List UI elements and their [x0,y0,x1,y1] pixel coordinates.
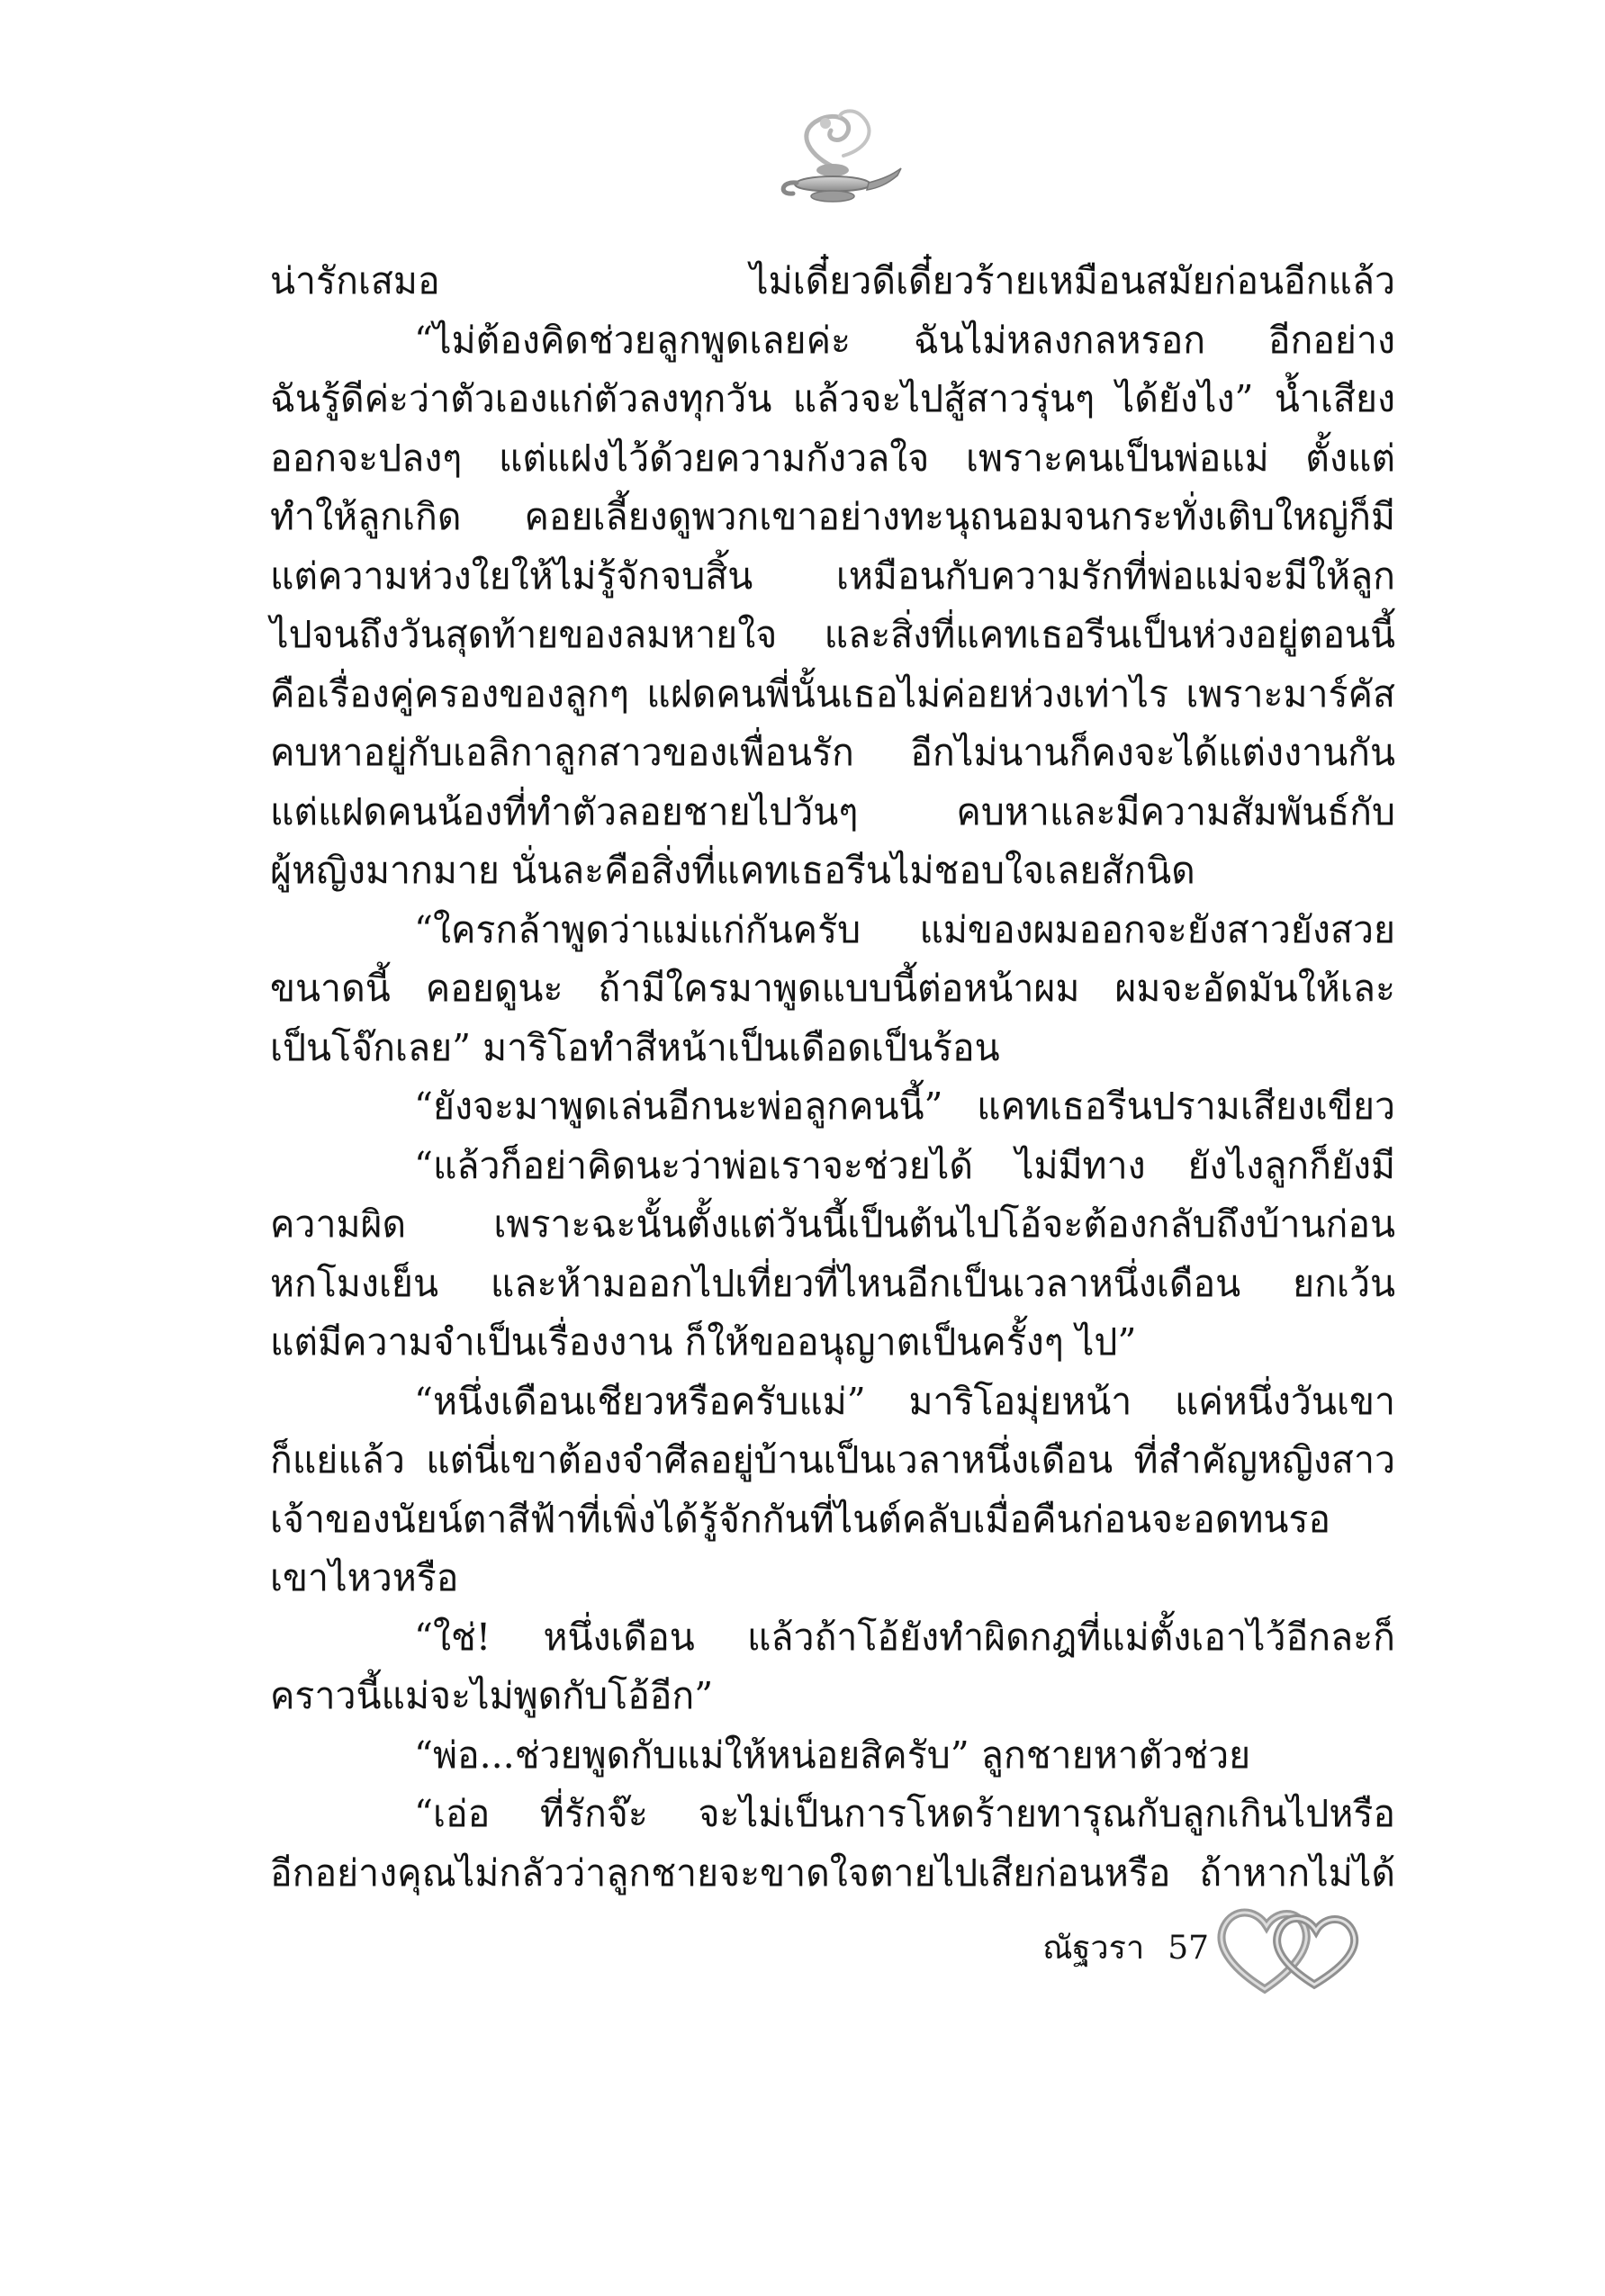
text-line: “แล้วก็อย่าคิดนะว่าพ่อเราจะช่วยได้ ไม่มีทาง ยังไงลูกก็ยังมี [414,1143,1395,1187]
text-line: “ไม่ต้องคิดช่วยลูกพูดเลยค่ะ ฉันไม่หลงกลหรอก อีกอย่าง [414,318,1395,362]
text-line: เขาไหวหรือ [270,1556,459,1599]
text-line: “หนึ่งเดือนเชียวหรือครับแม่” มาริโอมุ่ยหน้า แค่หนึ่งวันเขา [414,1379,1395,1423]
text-line: ฉันรู้ดีค่ะว่าตัวเองแก่ตัวลงทุกวัน แล้วจะไปสู้สาวรุ่นๆ ได้ยังไง” น้ำเสียง [270,377,1395,420]
text-line: คือเรื่องคู่ครองของลูกๆ แฝดคนพี่นั้นเธอไม่ค่อยห่วงเท่าไร เพราะมาร์คัส [270,671,1395,716]
text-line: “ยังจะมาพูดเล่นอีกนะพ่อลูกคนนี้” แคทเธอรีนปรามเสียงเขียว [414,1085,1395,1128]
text-line: ไปจนถึงวันสุดท้ายของลมหายใจ และสิ่งที่แคทเธอรีนเป็นห่วงอยู่ตอนนี้ [270,613,1395,656]
text-line: ทำให้ลูกเกิด คอยเลี้ยงดูพวกเขาอย่างทะนุถนอมจนกระทั่งเติบใหญ่ก็มี [270,495,1395,538]
genie-lamp-icon [770,104,905,207]
text-line: ขนาดนี้ คอยดูนะ ถ้ามีใครมาพูดแบบนี้ต่อหน้าผม ผมจะอัดมันให้เละ [270,967,1395,1010]
text-line: ออกจะปลงๆ แต่แฝงไว้ด้วยความกังวลใจ เพราะคนเป็นพ่อแม่ ตั้งแต่ [270,436,1395,480]
page-number: 57 [1168,1930,1209,1967]
body-text [270,252,1395,1903]
text-line: ผู้หญิงมากมาย นั่นละคือสิ่งที่แคทเธอรีนไม่ชอบใจเลยสักนิด [270,849,1195,892]
text-line: “ใครกล้าพูดว่าแม่แก่กันครับ แม่ของผมออกจะยังสาวยังสวย [414,907,1395,951]
author-name: ณัฐวรา [1042,1930,1145,1967]
text-line: ก็แย่แล้ว แต่นี่เขาต้องจำศีลอยู่บ้านเป็นเวลาหนึ่งเดือน ที่สำคัญหญิงสาว [270,1438,1395,1481]
text-line: “เอ่อ ที่รักจ๊ะ จะไม่เป็นการโหดร้ายทารุณกับลูกเกินไปหรือ [414,1792,1395,1835]
text-line: แต่มีความจำเป็นเรื่องงาน ก็ให้ขออนุญาตเป็นครั้งๆ ไป” [270,1320,1137,1364]
text-line: “ใช่! หนึ่งเดือน แล้วถ้าโอ้ยังทำผิดกฎที่แม่ตั้งเอาไว้อีกละก็ [414,1615,1395,1659]
text-line: คบหาอยู่กับเอลิกาลูกสาวของเพื่อนรัก อีกไม่นานก็คงจะได้แต่งงานกัน [270,731,1395,774]
text-line: คราวนี้แม่จะไม่พูดกับโอ้อีก” [270,1674,714,1717]
text-line: “พ่อ...ช่วยพูดกับแม่ให้หน่อยสิครับ” ลูกชายหาตัวช่วย [414,1733,1251,1777]
interlocked-hearts-icon [1211,1895,1373,2003]
text-line: เป็นโจ๊กเลย” มาริโอทำสีหน้าเป็นเดือดเป็นร้อน [270,1025,1000,1069]
text-line: หกโมงเย็น และห้ามออกไปเที่ยวที่ไหนอีกเป็นเวลาหนึ่งเดือน ยกเว้น [270,1261,1395,1305]
text-line: ความผิด เพราะฉะนั้นตั้งแต่วันนี้เป็นต้นไปโอ้จะต้องกลับถึงบ้านก่อน [270,1202,1395,1246]
text-line: อีกอย่างคุณไม่กลัวว่าลูกชายจะขาดใจตายไปเสียก่อนหรือ ถ้าหากไม่ได้ [270,1850,1395,1895]
text-line: แต่แฝดคนน้องที่ทำตัวลอยชายไปวันๆ คบหาและมีความสัมพันธ์กับ [270,789,1395,833]
page-footer [1042,1931,1209,1967]
text-line: แต่ความห่วงใยให้ไม่รู้จักจบสิ้น เหมือนกับความรักที่พ่อแม่จะมีให้ลูก [270,554,1395,598]
text-line: เจ้าของนัยน์ตาสีฟ้าที่เพิ่งได้รู้จักกันที่ไนต์คลับเมื่อคืนก่อนจะอดทนรอ [270,1497,1331,1541]
text-line: น่ารักเสมอ ไม่เดี๋ยวดีเดี๋ยวร้ายเหมือนสมัยก่อนอีกแล้ว [270,259,1395,302]
